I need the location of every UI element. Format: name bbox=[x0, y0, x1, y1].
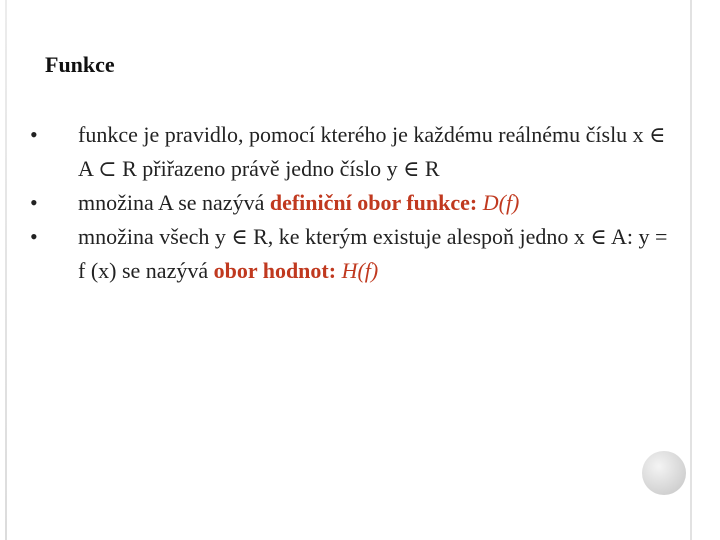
bullet-dot-icon: • bbox=[30, 190, 38, 215]
highlight-term-domain: definiční obor funkce: bbox=[269, 190, 478, 215]
bullet-text: funkce je pravidlo, pomocí kterého je každému reálnému číslu x ∈ A ⊂ R přiřazeno právě jedno číslo y ∈ R bbox=[78, 122, 666, 181]
bullet-item-range bbox=[30, 220, 670, 288]
right-border-decoration bbox=[690, 0, 692, 540]
left-border-decoration bbox=[5, 0, 7, 540]
bullet-dot-icon: • bbox=[30, 224, 38, 249]
slide-title: Funkce bbox=[45, 52, 115, 77]
bullet-text: množina A se nazývá bbox=[78, 190, 270, 215]
notation-domain: D(f) bbox=[482, 190, 520, 215]
bullet-item-definition bbox=[30, 118, 670, 186]
highlight-term-range: obor hodnot: bbox=[213, 258, 337, 283]
bullet-text: množina všech y ∈ R, ke kterým existuje alespoň jedno x ∈ A: y = f (x) se nazývá bbox=[78, 224, 668, 283]
notation-range: H(f) bbox=[341, 258, 379, 283]
decorative-circle bbox=[642, 451, 686, 495]
bullet-dot-icon: • bbox=[30, 122, 38, 147]
bullet-list bbox=[30, 118, 670, 288]
bullet-item-domain bbox=[30, 186, 670, 220]
